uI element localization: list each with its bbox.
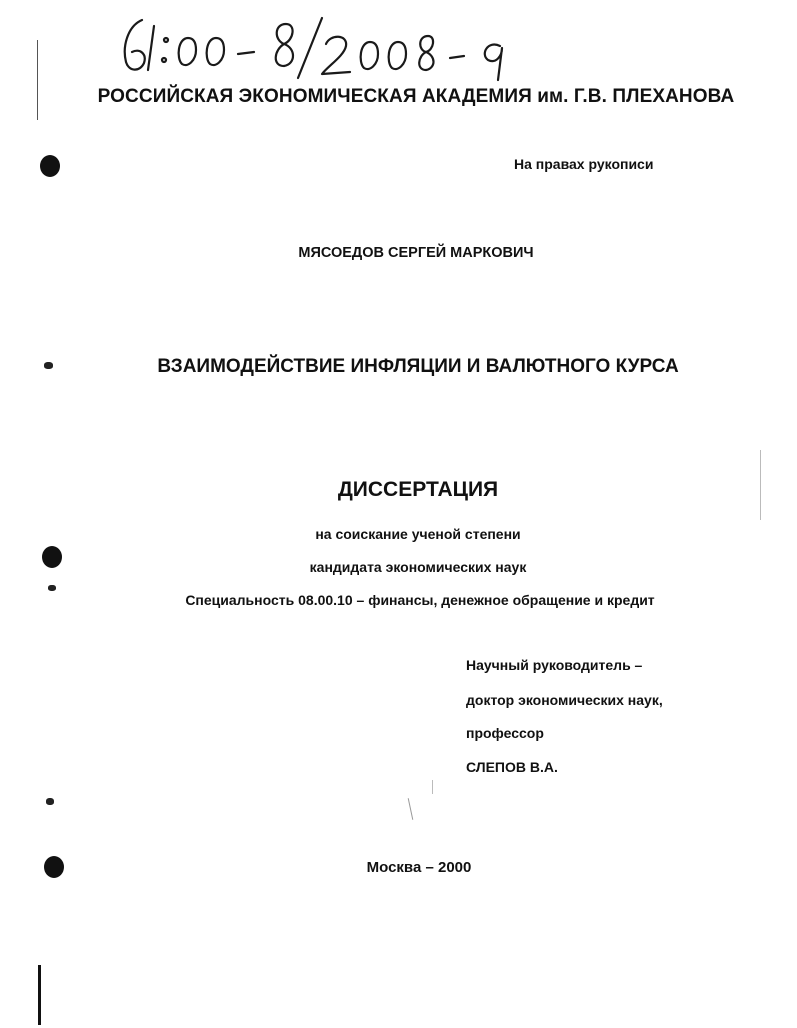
- scan-mark-1: [44, 362, 53, 369]
- specialty-line: Специальность 08.00.10 – финансы, денежное обращение и кредит: [185, 592, 655, 608]
- supervisor-line-3: профессор: [466, 725, 544, 741]
- right-edge-line: [760, 450, 761, 520]
- city-year: Москва – 2000: [366, 859, 472, 876]
- supervisor-line-4: СЛЕПОВ В.А.: [466, 759, 558, 775]
- center-scratch-2: [432, 780, 433, 794]
- punch-hole-3: [44, 856, 64, 878]
- degree-line-2: кандидата экономических наук: [309, 559, 527, 575]
- handwritten-archive-number: [108, 8, 548, 86]
- document-type: ДИССЕРТАЦИЯ: [337, 478, 499, 501]
- scan-mark-2: [48, 585, 56, 591]
- manuscript-note: На правах рукописи: [514, 156, 654, 172]
- academy-name: РОССИЙСКАЯ ЭКОНОМИЧЕСКАЯ АКАДЕМИЯ им. Г.В. ПЛЕХАНОВА: [97, 86, 735, 107]
- punch-hole-2: [42, 546, 62, 568]
- center-scratch: [408, 798, 414, 820]
- author-name: МЯСОЕДОВ СЕРГЕЙ МАРКОВИЧ: [298, 245, 534, 261]
- dissertation-title: ВЗАИМОДЕЙСТВИЕ ИНФЛЯЦИИ И ВАЛЮТНОГО КУРСА: [157, 356, 679, 377]
- left-edge-line-top: [37, 40, 38, 120]
- scan-mark-3: [46, 798, 54, 805]
- degree-line-1: на соискание ученой степени: [315, 526, 521, 542]
- punch-hole-1: [40, 155, 60, 177]
- supervisor-line-2: доктор экономических наук,: [466, 692, 663, 708]
- supervisor-line-1: Научный руководитель –: [466, 657, 643, 673]
- left-edge-line-bottom: [38, 965, 41, 1025]
